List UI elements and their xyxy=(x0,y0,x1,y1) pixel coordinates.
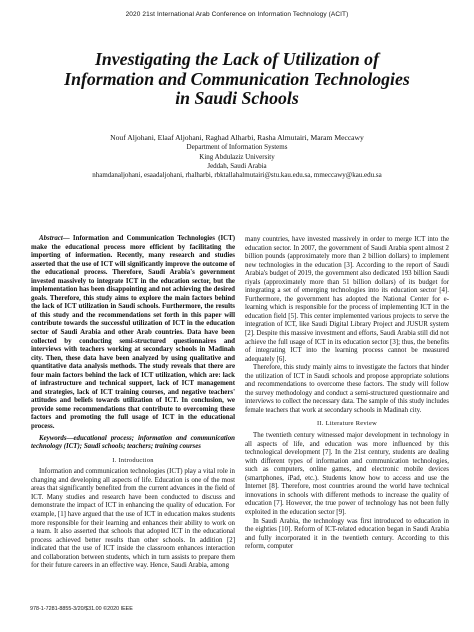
author-emails: nhamdanaljohani, esaadaljohani, rhalharbi, rbktallahalmutairi@stu.kau.edu.sa, mmeccawy@kau.edu.sa xyxy=(92,171,382,180)
author-department: Department of Information Systems xyxy=(186,143,288,152)
title-line-3: in Saudi Schools xyxy=(175,88,299,108)
literature-paragraph-1: The twentieth century witnessed major development in technology in all aspects of life, and education was more influenced by this technological development [7]. In the 21st century, students are dealing with different types of information and communication technologies, such as computers, online games, and electronic mobile devices (smartphones, iPad, etc.). Students know how to access and use the Internet [8]. Therefore, most countries around the world have technical innovations in schools with different methods to increase the quality of education [7]. However, the true power of technology has not been fully exploited in the education sector [9]. xyxy=(245,432,449,516)
abstract-label: Abstract xyxy=(39,235,63,242)
abstract xyxy=(31,235,235,432)
keywords xyxy=(31,435,235,452)
title-line-1: Investigating the Lack of Utilization of xyxy=(94,49,379,69)
copyright-footer: 978-1-7281-8855-3/20/$31.00 ©2020 IEEE xyxy=(30,606,133,612)
author-names: Nouf Aljohani, Elaaf Aljohani, Raghad Alharbi, Rasha Almutairi, Maram Meccawy xyxy=(110,133,364,142)
author-block xyxy=(10,133,464,180)
abstract-text: — Information and Communication Technologies (ICT) make the educational process more efficient by facilitating the importing of information. Recently, many research and studies asserted that the use of ICT will significantly improve the outcome of the educational process. Therefore, Saudi Arabia's government invested massively to integrate ICT in the education sector, but the implementation has been disappointing and not achieving the desired goals. Therefore, this study aims to explore the main factors behind the lack of ICT utilization in Saudi schools. Furthermore, the results of this study and the recommendations set forth in this paper will contribute towards the successful utilization of ICT in the education sector of Saudi Arabia and other Arab countries. Data have been collected by conducting semi-structured questionnaires and interviews with teachers working at secondary schools in Madinah city. Then, these data have been analyzed by using qualitative and quantitative data analysis methods. The study reveals that there are four main factors behind the lack of ICT utilization, which are: lack of infrastructure and technical support, lack of ICT management and strategies, lack of ICT training courses, and negative teachers' attitudes and beliefs towards utilization of ICT. In conclusion, we provide some recommendations that contribute to overcoming these factors and promoting the full usage of ICT in the educational process. xyxy=(31,235,235,431)
author-city: Jeddah, Saudi Arabia xyxy=(207,161,267,170)
intro-paragraph-1: Information and communication technologies (ICT) play a vital role in changing and developing all aspects of life. Education is one of the most areas that significantly benefited from the current advances in the field of ICT. Many studies and research have been conducted to discuss and demonstrate the impact of ICT in enhancing the quality of education. For example, [1] have argued that the use of ICT in education makes students more responsible for their learning and enhances their ability to work on a team. It also asserted that schools that adopted ICT in the educational process achieved better results than other schools. In addition [2] indicated that the use of ICT inside the classroom enhances interaction and collaboration between students, which in turn assists to prepare them for their future careers in an effective way. Hence, Saudi Arabia, among xyxy=(31,468,235,570)
intro-paragraph-3: Therefore, this study mainly aims to investigate the factors that hinder the utilization of ICT in Saudi schools and propose appropriate solutions and recommendations to overcome these factors. The study will follow the survey methodology and conduct a semi-structured questionnaire and interviews to collect the necessary data. The sample of this study includes female teachers that work at secondary schools in Madinah city. xyxy=(245,364,449,414)
left-column xyxy=(31,235,235,571)
section-heading-literature-review: II. Literature Review xyxy=(316,420,378,428)
keywords-text: —educational process; information and communication technology (ICT); Saudi schools; teachers; training courses xyxy=(31,434,235,451)
title-line-2: Information and Communication Technologies xyxy=(64,68,410,89)
conference-header: 2020 21st International Arab Conference on Information Technology (ACIT) xyxy=(125,11,349,18)
right-column xyxy=(245,236,449,552)
paper-title xyxy=(20,50,454,109)
author-university: King Abdulaziz University xyxy=(199,152,275,161)
literature-paragraph-2: In Saudi Arabia, the technology was first introduced to education in the eighties [10]. Reform of ICT-related education began in Saudi Arabia and fully incorporated it in the twentieth century. According to this reform, computer xyxy=(245,517,449,551)
intro-paragraph-2: many countries, have invested massively in order to merge ICT into the education sector. In 2007, the government of Saudi Arabia spent almost 2 billion pounds (approximately more than 2 billion dollars) to implement new technologies in the education [3]. According to the report of Saudi Arabia's budget of 2019, the government also dedicated 193 billion Saudi riyals (approximately more than 51 billion dollars) of its budget for integrating a set of emerging technologies into its education sector [4]. Furthermore, the government has adopted the National Center for e-learning which is responsible for the process of implementing ICT in the education field [5]. This center implemented various projects to serve the integration of ICT, like Saudi Digital Library Project and JUSUR system [2]. Despite this massive investment and efforts, Saudi Arabia still did not achieve the full usage of ICT in its education sector [3]; thus, the benefits of integrating ICT into the learning process cannot be measured adequately [6]. xyxy=(245,236,449,363)
keywords-label: Keywords xyxy=(39,434,67,442)
section-heading-introduction: I. Introduction xyxy=(112,456,154,464)
